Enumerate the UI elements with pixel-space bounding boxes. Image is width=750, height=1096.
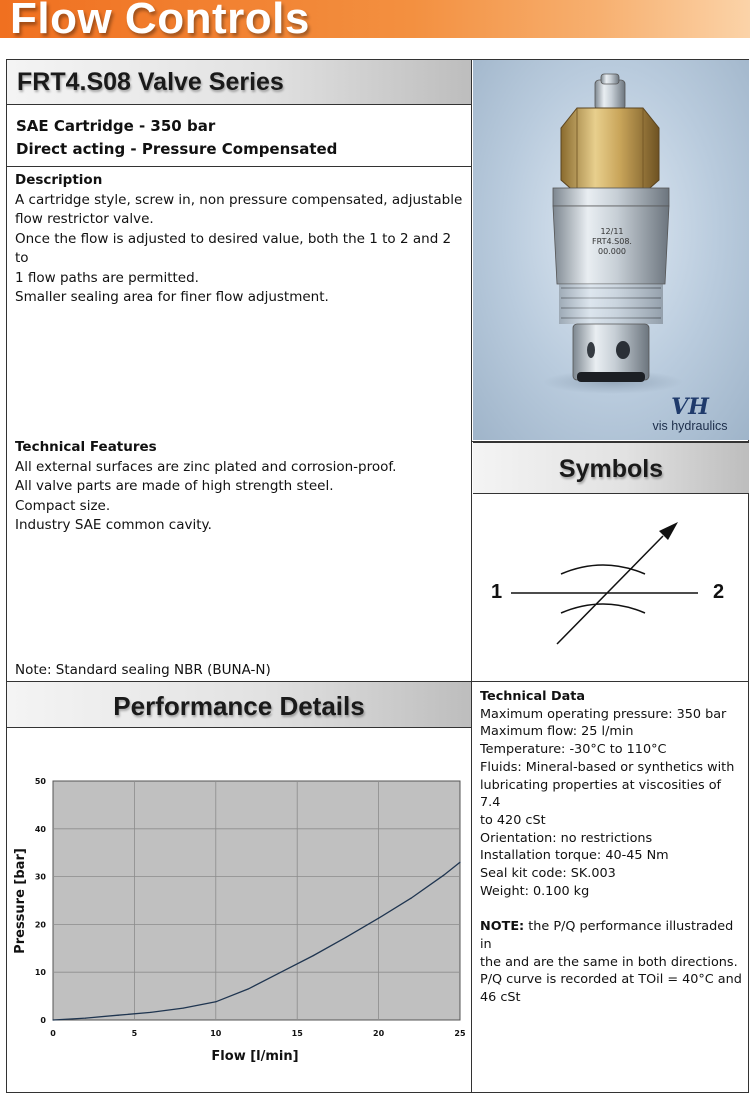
- y-tick-label: 20: [34, 920, 46, 930]
- description-section: [15, 171, 467, 308]
- symbols-title: Symbols: [558, 455, 664, 483]
- features-line: Industry SAE common cavity.: [15, 517, 212, 533]
- column-divider: [471, 59, 472, 1093]
- port-1-label: 1: [491, 581, 503, 603]
- data-point: [52, 1019, 53, 1020]
- symbols-title-bar: [473, 442, 749, 494]
- features-line: Compact size.: [15, 497, 111, 514]
- technical-data-line: Seal kit code: SK.003: [480, 866, 616, 882]
- performance-title: Performance Details: [113, 691, 365, 721]
- x-tick-label: 0: [50, 1029, 56, 1038]
- technical-note-text: the P/Q performance illustraded in: [480, 919, 734, 952]
- brand-logo-icon: VH: [671, 394, 709, 420]
- subtitle-line: Direct acting - Pressure Compensated: [16, 140, 338, 158]
- technical-data-heading: Technical Data: [480, 689, 585, 704]
- data-point: [248, 988, 249, 989]
- x-axis-label: Flow [l/min]: [211, 1049, 299, 1064]
- description-line: A cartridge style, screw in, non pressure compensated, adjustable: [15, 191, 463, 208]
- y-tick-label: 0: [40, 1016, 46, 1025]
- port-2-label: 2: [713, 581, 725, 603]
- technical-data-line: Weight: 0.100 kg: [480, 883, 590, 899]
- data-point: [85, 1017, 86, 1018]
- cartridge-valve-image: [473, 60, 749, 440]
- technical-data-line: Orientation: no restrictions: [480, 830, 653, 846]
- product-photo: [473, 60, 749, 440]
- banner-title: Flow Controls: [10, 0, 310, 38]
- data-point: [280, 972, 281, 973]
- technical-note-line: P/Q curve is recorded at TOil = 40°C and: [480, 972, 742, 988]
- adjustable-arrow-shaft: [557, 536, 663, 644]
- technical-data-line: Temperature: -30°C to 110°C: [480, 742, 667, 758]
- x-tick-label: 10: [210, 1029, 222, 1038]
- y-tick-label: 40: [34, 824, 46, 834]
- pq-chart: [7, 729, 471, 1091]
- y-tick-label: 10: [34, 968, 46, 978]
- data-point: [183, 1007, 184, 1008]
- engraving-line: 12/11: [600, 227, 624, 236]
- data-point: [345, 937, 346, 938]
- x-tick-label: 20: [373, 1029, 385, 1038]
- data-point: [443, 875, 444, 876]
- x-tick-label: 15: [291, 1029, 303, 1038]
- data-point: [459, 862, 460, 863]
- description-line: Smaller sealing area for finer flow adjustment.: [15, 289, 329, 305]
- description-line: flow restrictor valve.: [15, 211, 154, 227]
- data-point: [411, 898, 412, 899]
- brand-name: vis hydraulics: [652, 419, 728, 433]
- technical-note-line: [480, 918, 745, 953]
- y-tick-label: 50: [34, 777, 46, 786]
- data-point: [378, 918, 379, 919]
- data-point: [313, 955, 314, 956]
- description-line: Once the flow is adjusted to desired value, both the 1 to 2 and 2 to: [15, 230, 452, 266]
- features-section: [15, 438, 467, 536]
- engraving-line: FRT4.S08.: [592, 237, 632, 246]
- data-point: [118, 1015, 119, 1016]
- features-line: All valve parts are made of high strength steel.: [15, 478, 334, 494]
- subtitle-line: SAE Cartridge - 350 bar: [16, 117, 216, 135]
- technical-data-section: [480, 688, 745, 1007]
- product-title-bar: [7, 60, 471, 105]
- performance-title-bar: [7, 682, 471, 728]
- y-tick-label: 30: [34, 872, 46, 882]
- technical-data-line: Maximum flow: 25 l/min: [480, 724, 634, 740]
- technical-data-line: Maximum operating pressure: 350 bar: [480, 706, 727, 722]
- description-line: 1 flow paths are permitted.: [15, 269, 199, 286]
- technical-data-line: Fluids: Mineral-based or synthetics with: [480, 759, 735, 775]
- technical-note-label: NOTE:: [480, 919, 525, 935]
- flow-control-symbol: [473, 496, 749, 681]
- technical-data-line: to 420 cSt: [480, 812, 546, 828]
- product-title: FRT4.S08 Valve Series: [17, 68, 284, 96]
- x-tick-label: 5: [131, 1029, 138, 1038]
- features-heading: Technical Features: [15, 439, 157, 455]
- technical-data-line: Installation torque: 40-45 Nm: [480, 848, 669, 864]
- engraving-line: 00.000: [598, 247, 626, 256]
- technical-data-line: lubricating properties at viscosities of 7.4: [480, 777, 722, 811]
- data-point: [150, 1012, 151, 1013]
- data-point: [215, 1001, 216, 1002]
- product-subtitle: [16, 115, 337, 161]
- features-line: All external surfaces are zinc plated and corrosion-proof.: [15, 458, 397, 475]
- description-heading: Description: [15, 172, 103, 188]
- y-axis-label: Pressure [bar]: [13, 848, 28, 954]
- x-tick-label: 25: [454, 1029, 466, 1038]
- header-banner: [0, 0, 750, 38]
- restriction-lower-arc: [561, 604, 645, 613]
- subtitle-divider: [6, 166, 472, 167]
- sealing-note: Note: Standard sealing NBR (BUNA-N): [15, 662, 271, 678]
- technical-note-line: the and are the same in both directions.: [480, 954, 738, 970]
- technical-note-line: 46 cSt: [480, 989, 521, 1005]
